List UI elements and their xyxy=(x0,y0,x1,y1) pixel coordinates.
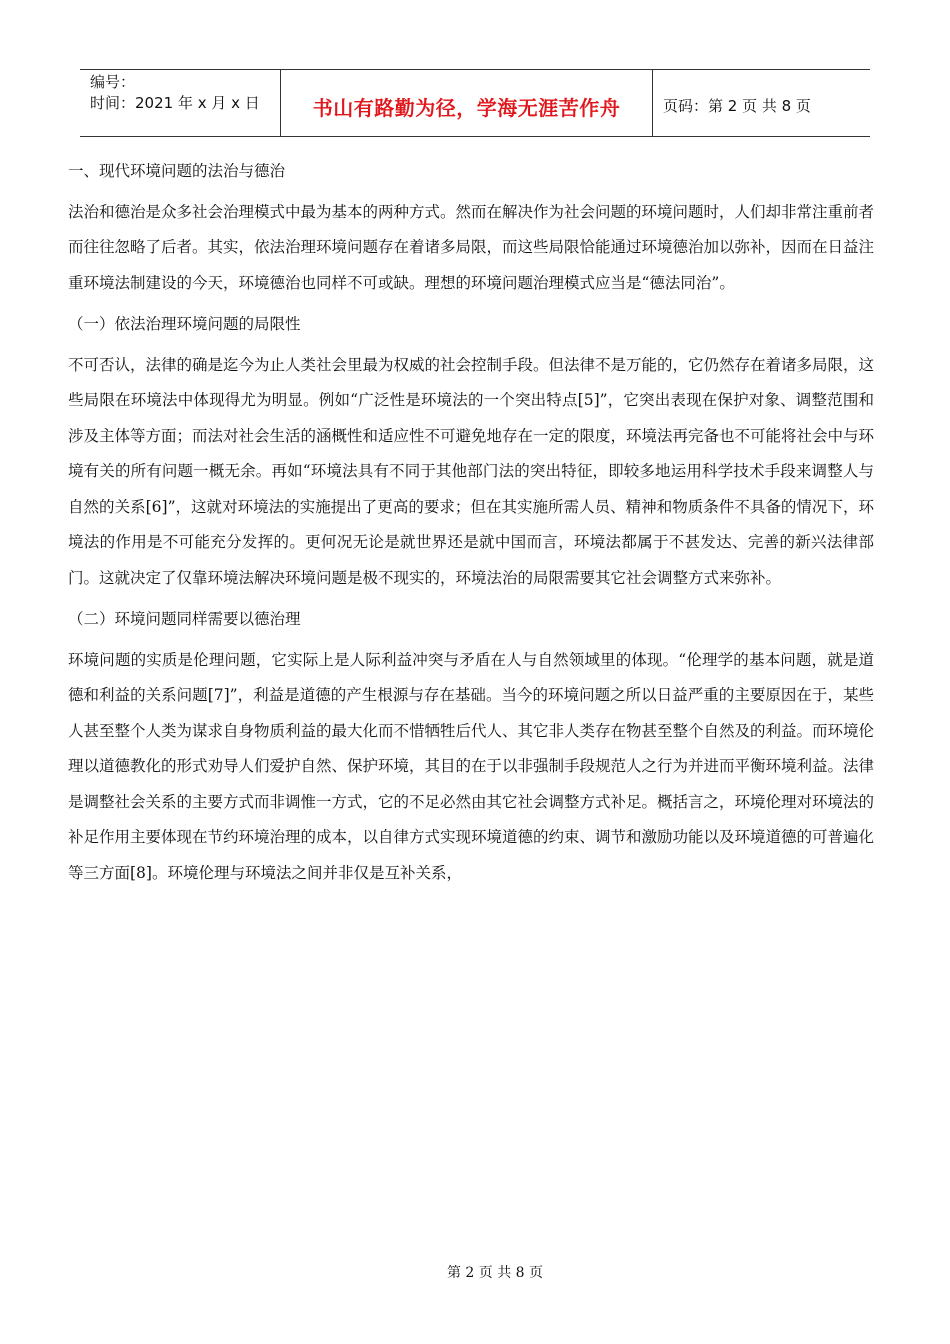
section-heading-1: 一、现代环境问题的法治与德治 xyxy=(68,162,286,180)
paragraph-2: 不可否认，法律的确是迄今为止人类社会里最为权威的社会控制手段。但法律不是万能的，它仍然存在着诸多局限，这些局限在环境法中体现得尤为明显。例如“广泛性是环境法的一个突出特点[5]”，它突出表现在保护对象、调整范围和涉及主体等方面；而法对社会生活的涵概性和适应性不可避免地存在一定的限度，环境法再完备也不可能将社会中与环境有关的所有问题一概无余。再如“环境法具有不同于其他部门法的突出特征，即较多地运用科学技术手段来调整人与自然的关系[6]”，这就对环境法的实施提出了更高的要求；但在其实施所需人员、精神和物质条件不具备的情况下，环境法的作用是不可能充分发挥的。更何况无论是就世界还是就中国而言，环境法都属于不甚发达、完善的新兴法律部门。这就决定了仅靠环境法解决环境问题是极不现实的，环境法治的局限需要其它社会调整方式来弥补。 xyxy=(68,355,875,587)
section-heading-3: （二）环境问题同样需要以德治理 xyxy=(68,610,301,628)
page-header xyxy=(80,69,870,137)
date-line: 时间：2021 年 x 月 x 日 xyxy=(90,94,260,112)
page-footer: 第 2 页 共 8 页 xyxy=(446,1265,544,1281)
header-motto: 书山有路勤为径，学海无涯苦作舟 xyxy=(281,70,653,136)
serial-label: 编号： xyxy=(90,73,136,91)
paragraph-1: 法治和德治是众多社会治理模式中最为基本的两种方式。然而在解决作为社会问题的环境问题时，人们却非常注重前者而往往忽略了后者。其实，依法治理环境问题存在着诸多局限，而这些局限恰能通过环境德治加以弥补，因而在日益注重环境法制建设的今天，环境德治也同样不可或缺。理想的环境问题治理模式应当是“德法同治”。 xyxy=(68,202,875,292)
paragraph-3: 环境问题的实质是伦理问题，它实际上是人际利益冲突与矛盾在人与自然领域里的体现。“伦理学的基本问题，就是道德和利益的关系问题[7]”，利益是道德的产生根源与存在基础。当今的环境问题之所以日益严重的主要原因在于，某些人甚至整个人类为谋求自身物质利益的最大化而不惜牺牲后代人、其它非人类存在物甚至整个自然及的利益。而环境伦理以道德教化的形式劝导人们爱护自然、保护环境，其目的在于以非强制手段规范人之行为并进而平衡环境利益。法律是调整社会关系的主要方式而非调惟一方式，它的不足必然由其它社会调整方式补足。概括言之，环境伦理对环境法的补足作用主要体现在节约环境治理的成本，以自律方式实现环境道德的约束、调节和激励功能以及环境道德的可普遍化等三方面[8]。环境伦理与环境法之间并非仅是互补关系， xyxy=(68,650,875,882)
section-heading-2: （一）依法治理环境问题的局限性 xyxy=(68,315,301,333)
header-meta xyxy=(80,70,281,136)
header-page-info: 页码：第 2 页 共 8 页 xyxy=(663,96,811,115)
document-body xyxy=(68,154,874,897)
